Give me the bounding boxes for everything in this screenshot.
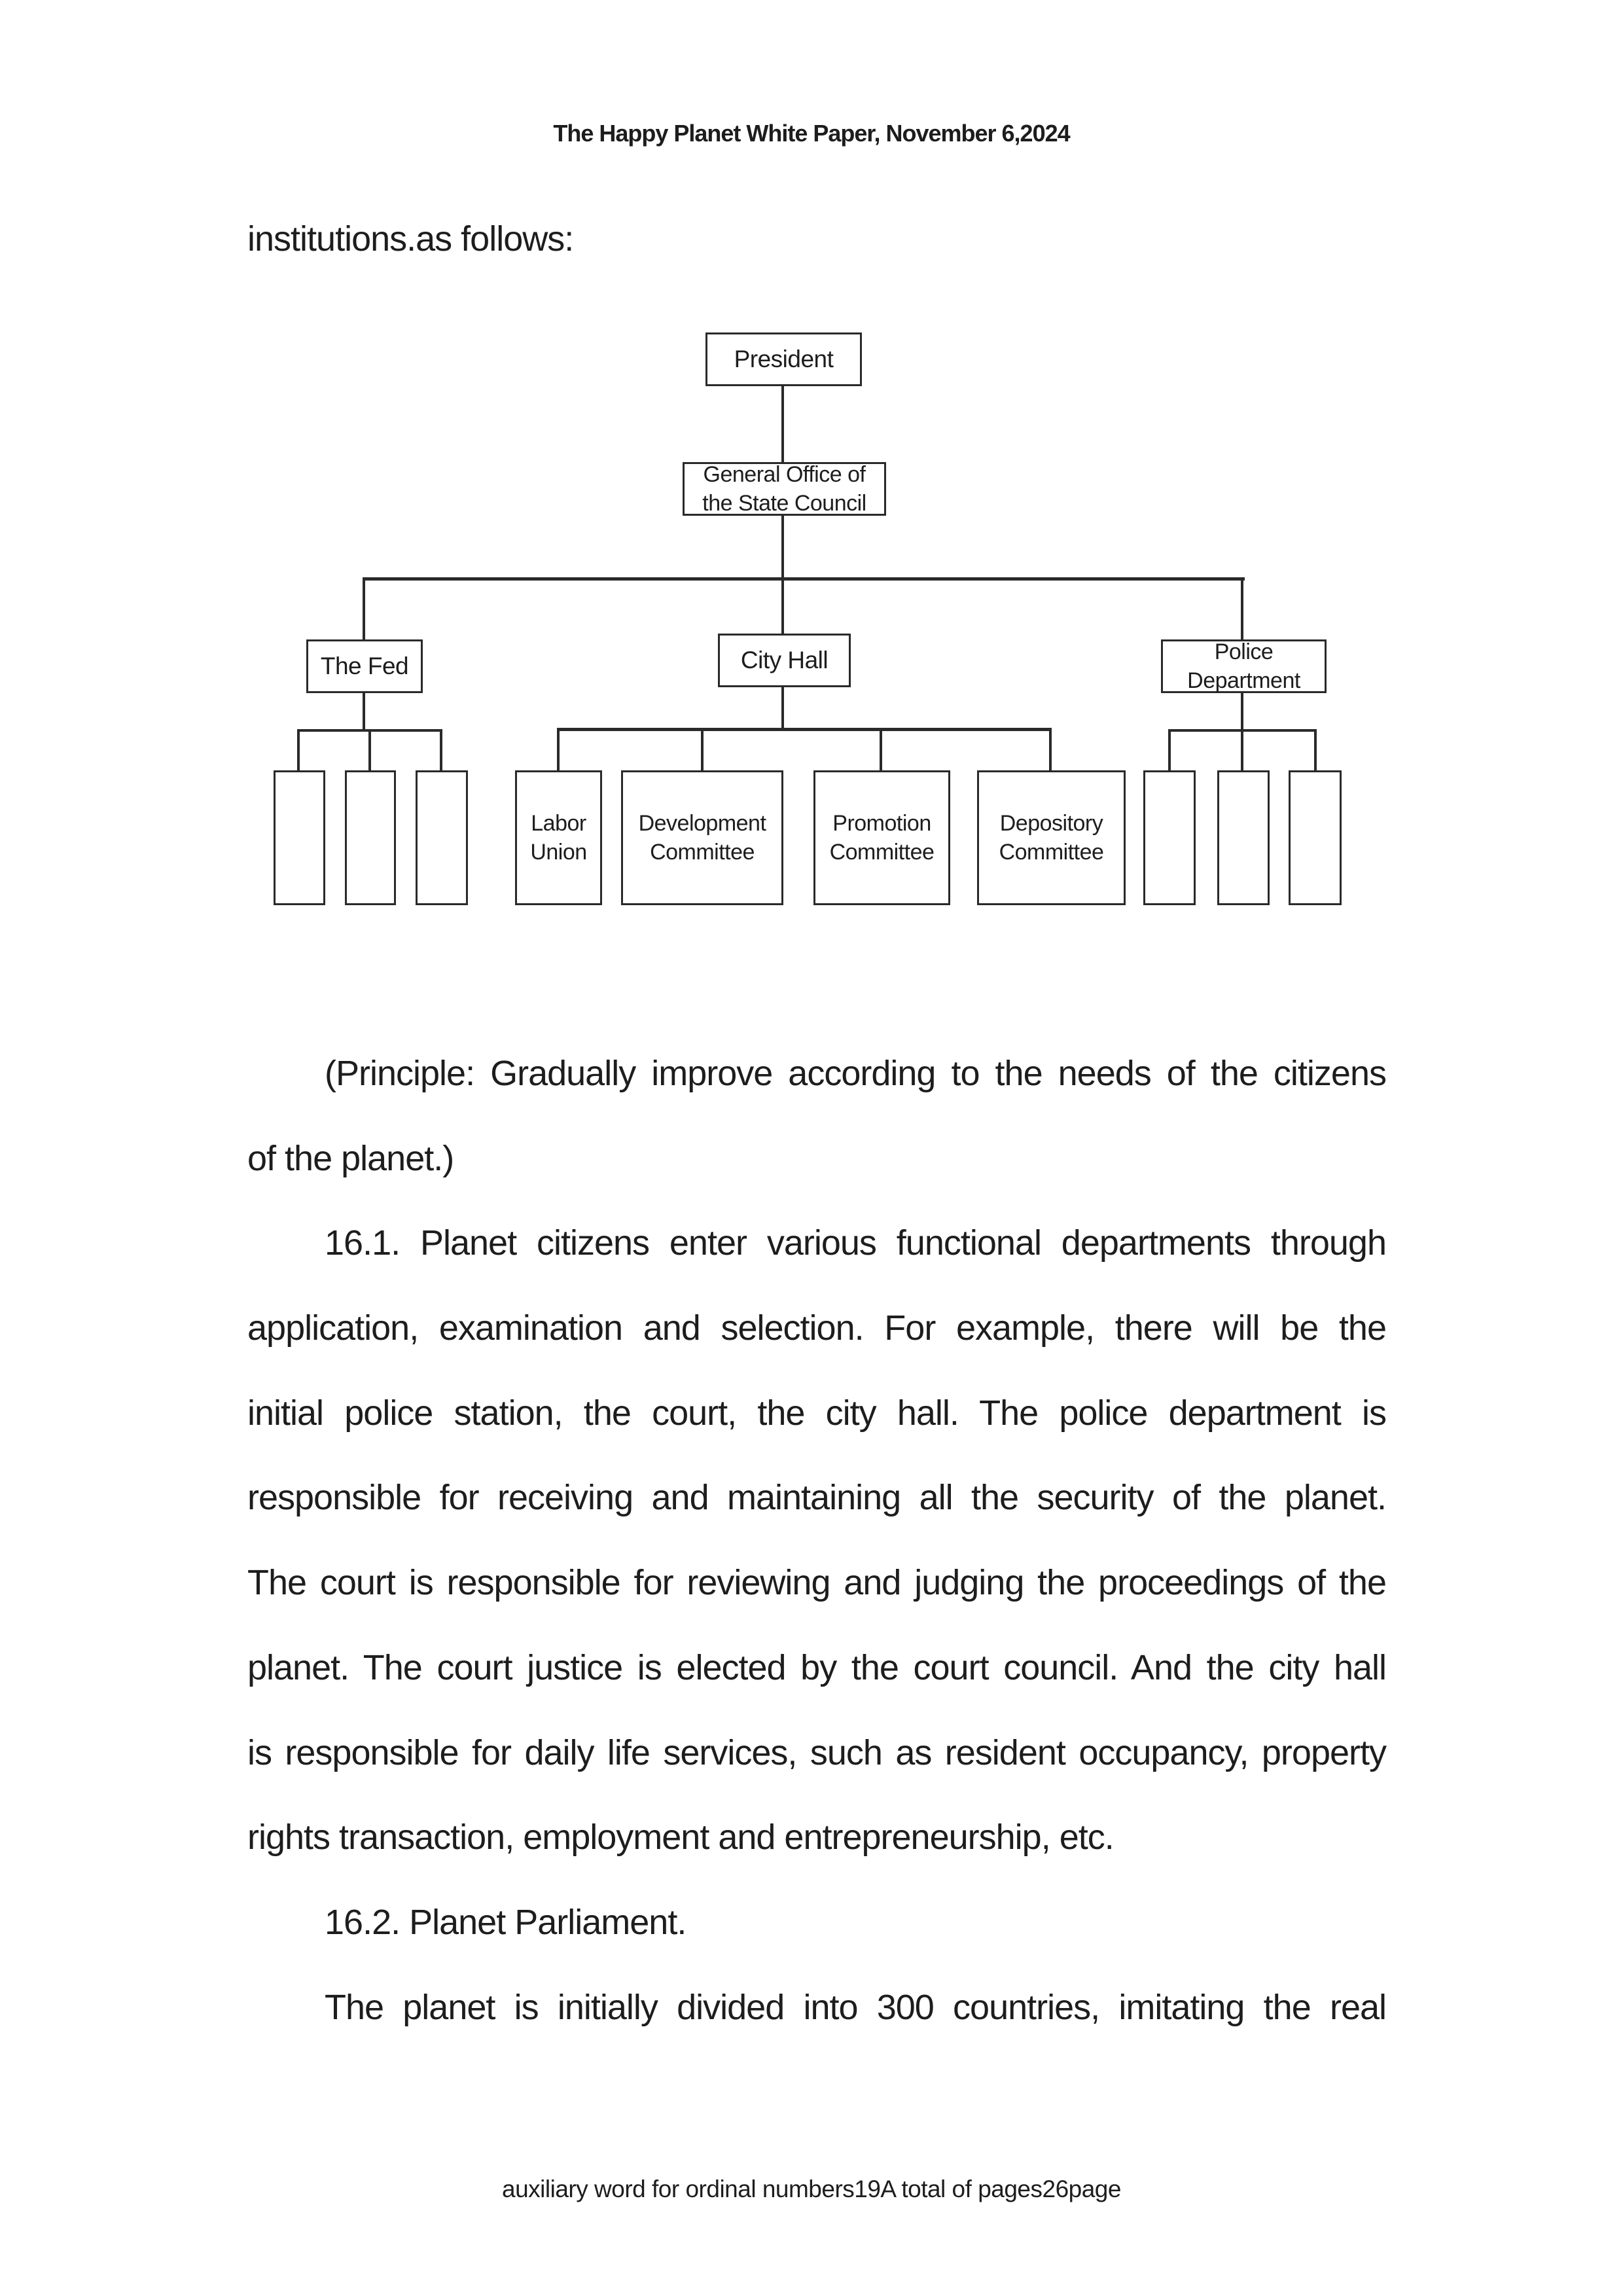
org-box-general-office-label: General Office of: [703, 462, 866, 487]
connector-fed-drop-2: [368, 730, 371, 772]
connector-cityhall-bus: [557, 728, 1052, 731]
body-line: planet. The court justice is elected by the court council. And the city hall: [247, 1647, 1386, 1687]
org-box-police-label: Department: [1187, 668, 1300, 693]
org-box-promotion-committee-label: Committee: [829, 840, 935, 865]
body-line: 16.1. Planet citizens enter various functional departments through: [325, 1223, 1386, 1263]
body-line: 16.2. Planet Parliament.: [325, 1902, 687, 1942]
connector-police-drop-2: [1241, 730, 1243, 772]
org-box-police-label: Police: [1214, 639, 1274, 664]
page-header: The Happy Planet White Paper, November 6,2024: [553, 120, 1070, 147]
org-box-labor-union: [515, 770, 602, 905]
org-box-labor-union-label: Union: [530, 840, 587, 865]
connector-bus-fed: [363, 579, 365, 641]
body-line: of the planet.): [247, 1138, 454, 1178]
org-box-development-committee-label: Development: [638, 811, 766, 836]
connector-police-drop-3: [1314, 730, 1317, 772]
connector-fed-drop-3: [440, 730, 442, 772]
org-box-empty: [1289, 770, 1342, 905]
org-box-depository-committee-label: Depository: [999, 811, 1103, 836]
page-footer: auxiliary word for ordinal numbers19A total of pages26page: [502, 2176, 1121, 2202]
connector-bus-cityhall: [781, 579, 784, 636]
org-box-fed-label: The Fed: [320, 653, 409, 679]
body-line: responsible for receiving and maintaining all the security of the planet.: [247, 1478, 1386, 1518]
connector-office-bus: [781, 514, 784, 579]
org-box-fed: [306, 639, 423, 693]
org-box-empty: [416, 770, 468, 905]
org-box-general-office: [683, 462, 886, 516]
org-box-president: [705, 332, 862, 386]
org-box-city-hall: [718, 634, 851, 687]
body-line: rights transaction, employment and entrepreneurship, etc.: [247, 1818, 1114, 1857]
connector-cityhall-drop-2: [701, 730, 704, 772]
body-line: The court is responsible for reviewing and judging the proceedings of the: [247, 1563, 1386, 1603]
org-box-president-label: President: [734, 346, 834, 372]
body-line: initial police station, the court, the city hall. The police department is: [247, 1393, 1386, 1433]
intro-line: institutions.as follows:: [247, 219, 574, 259]
org-box-labor-union-label: Labor: [531, 811, 586, 836]
body-line: (Principle: Gradually improve according to the needs of the citizens: [325, 1054, 1386, 1093]
org-box-city-hall-label: City Hall: [740, 647, 829, 673]
connector-cityhall-drop-3: [880, 730, 882, 772]
org-box-depository-committee: [977, 770, 1126, 905]
connector-fed-drop-1: [297, 730, 300, 772]
org-box-promotion-committee-label: Promotion: [832, 811, 931, 836]
body-text: [247, 1031, 1386, 2050]
connector-cityhall-down: [781, 686, 784, 729]
connector-cityhall-drop-4: [1049, 730, 1052, 772]
body-line: is responsible for daily life services, such as resident occupancy, property: [247, 1732, 1386, 1772]
org-box-empty: [1217, 770, 1270, 905]
connector-police-drop-1: [1168, 730, 1171, 772]
connector-cityhall-drop-1: [557, 730, 560, 772]
org-box-empty: [274, 770, 325, 905]
connector-bus-police: [1241, 579, 1243, 641]
org-box-empty: [345, 770, 396, 905]
body-line: application, examination and selection. For example, there will be the: [247, 1308, 1386, 1348]
connector-police-down: [1241, 693, 1243, 730]
org-box-police-department: [1161, 639, 1327, 693]
org-box-promotion-committee: [813, 770, 950, 905]
connector-fed-down: [363, 692, 365, 731]
org-chart: [0, 0, 1623, 982]
connector-main-bus: [363, 577, 1245, 581]
org-box-general-office-label: the State Council: [702, 491, 866, 516]
org-box-empty: [1143, 770, 1196, 905]
org-box-depository-committee-label: Committee: [999, 840, 1104, 865]
connector-president-office: [781, 385, 784, 463]
body-line: The planet is initially divided into 300 countries, imitating the real: [325, 1987, 1386, 2027]
org-box-development-committee: [621, 770, 783, 905]
org-box-development-committee-label: Committee: [650, 840, 755, 865]
